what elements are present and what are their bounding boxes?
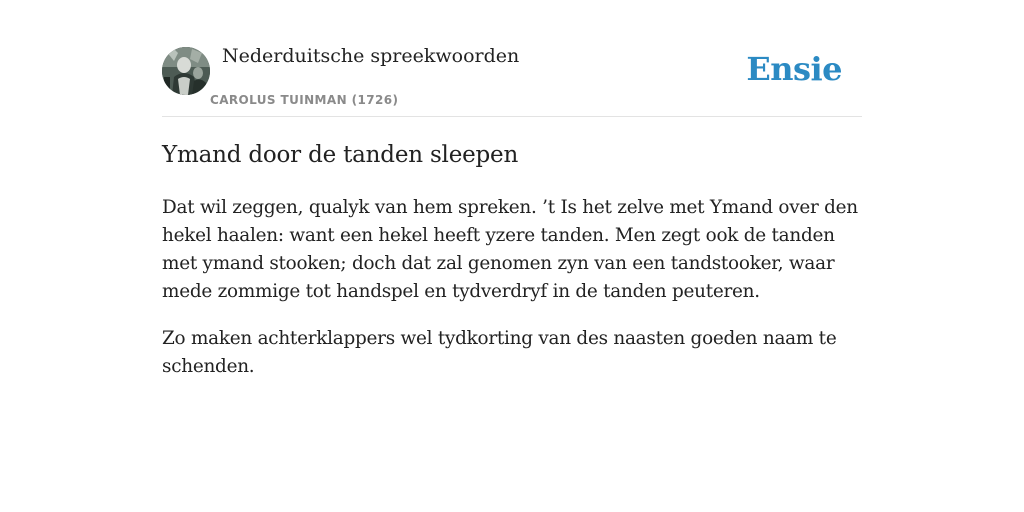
- source-title[interactable]: Nederduitsche spreekwoorden: [222, 45, 520, 67]
- source-header: [162, 0, 862, 117]
- ensie-logo-link[interactable]: Ensie: [746, 50, 842, 88]
- article-paragraph: Zo maken achterklappers wel tydkorting van des naasten goeden naam te schenden.: [162, 328, 837, 377]
- author-name[interactable]: CAROLUS TUINMAN (1726): [210, 93, 399, 107]
- article-title: Ymand door de tanden sleepen: [162, 142, 519, 168]
- article: [162, 138, 862, 400]
- author-avatar[interactable]: [162, 47, 210, 95]
- author-portrait-icon: [162, 47, 210, 95]
- article-paragraph: Dat wil zeggen, qualyk van hem spreken. ’t Is het zelve met Ymand over den hekel haalen: want een hekel heeft yzere tanden. Men zegt ook de tanden met ymand stooken; doch dat zal genomen zyn van een tandstooker, waar mede zommige tot handspel en tydverdryf in de tanden peuteren.: [162, 197, 858, 302]
